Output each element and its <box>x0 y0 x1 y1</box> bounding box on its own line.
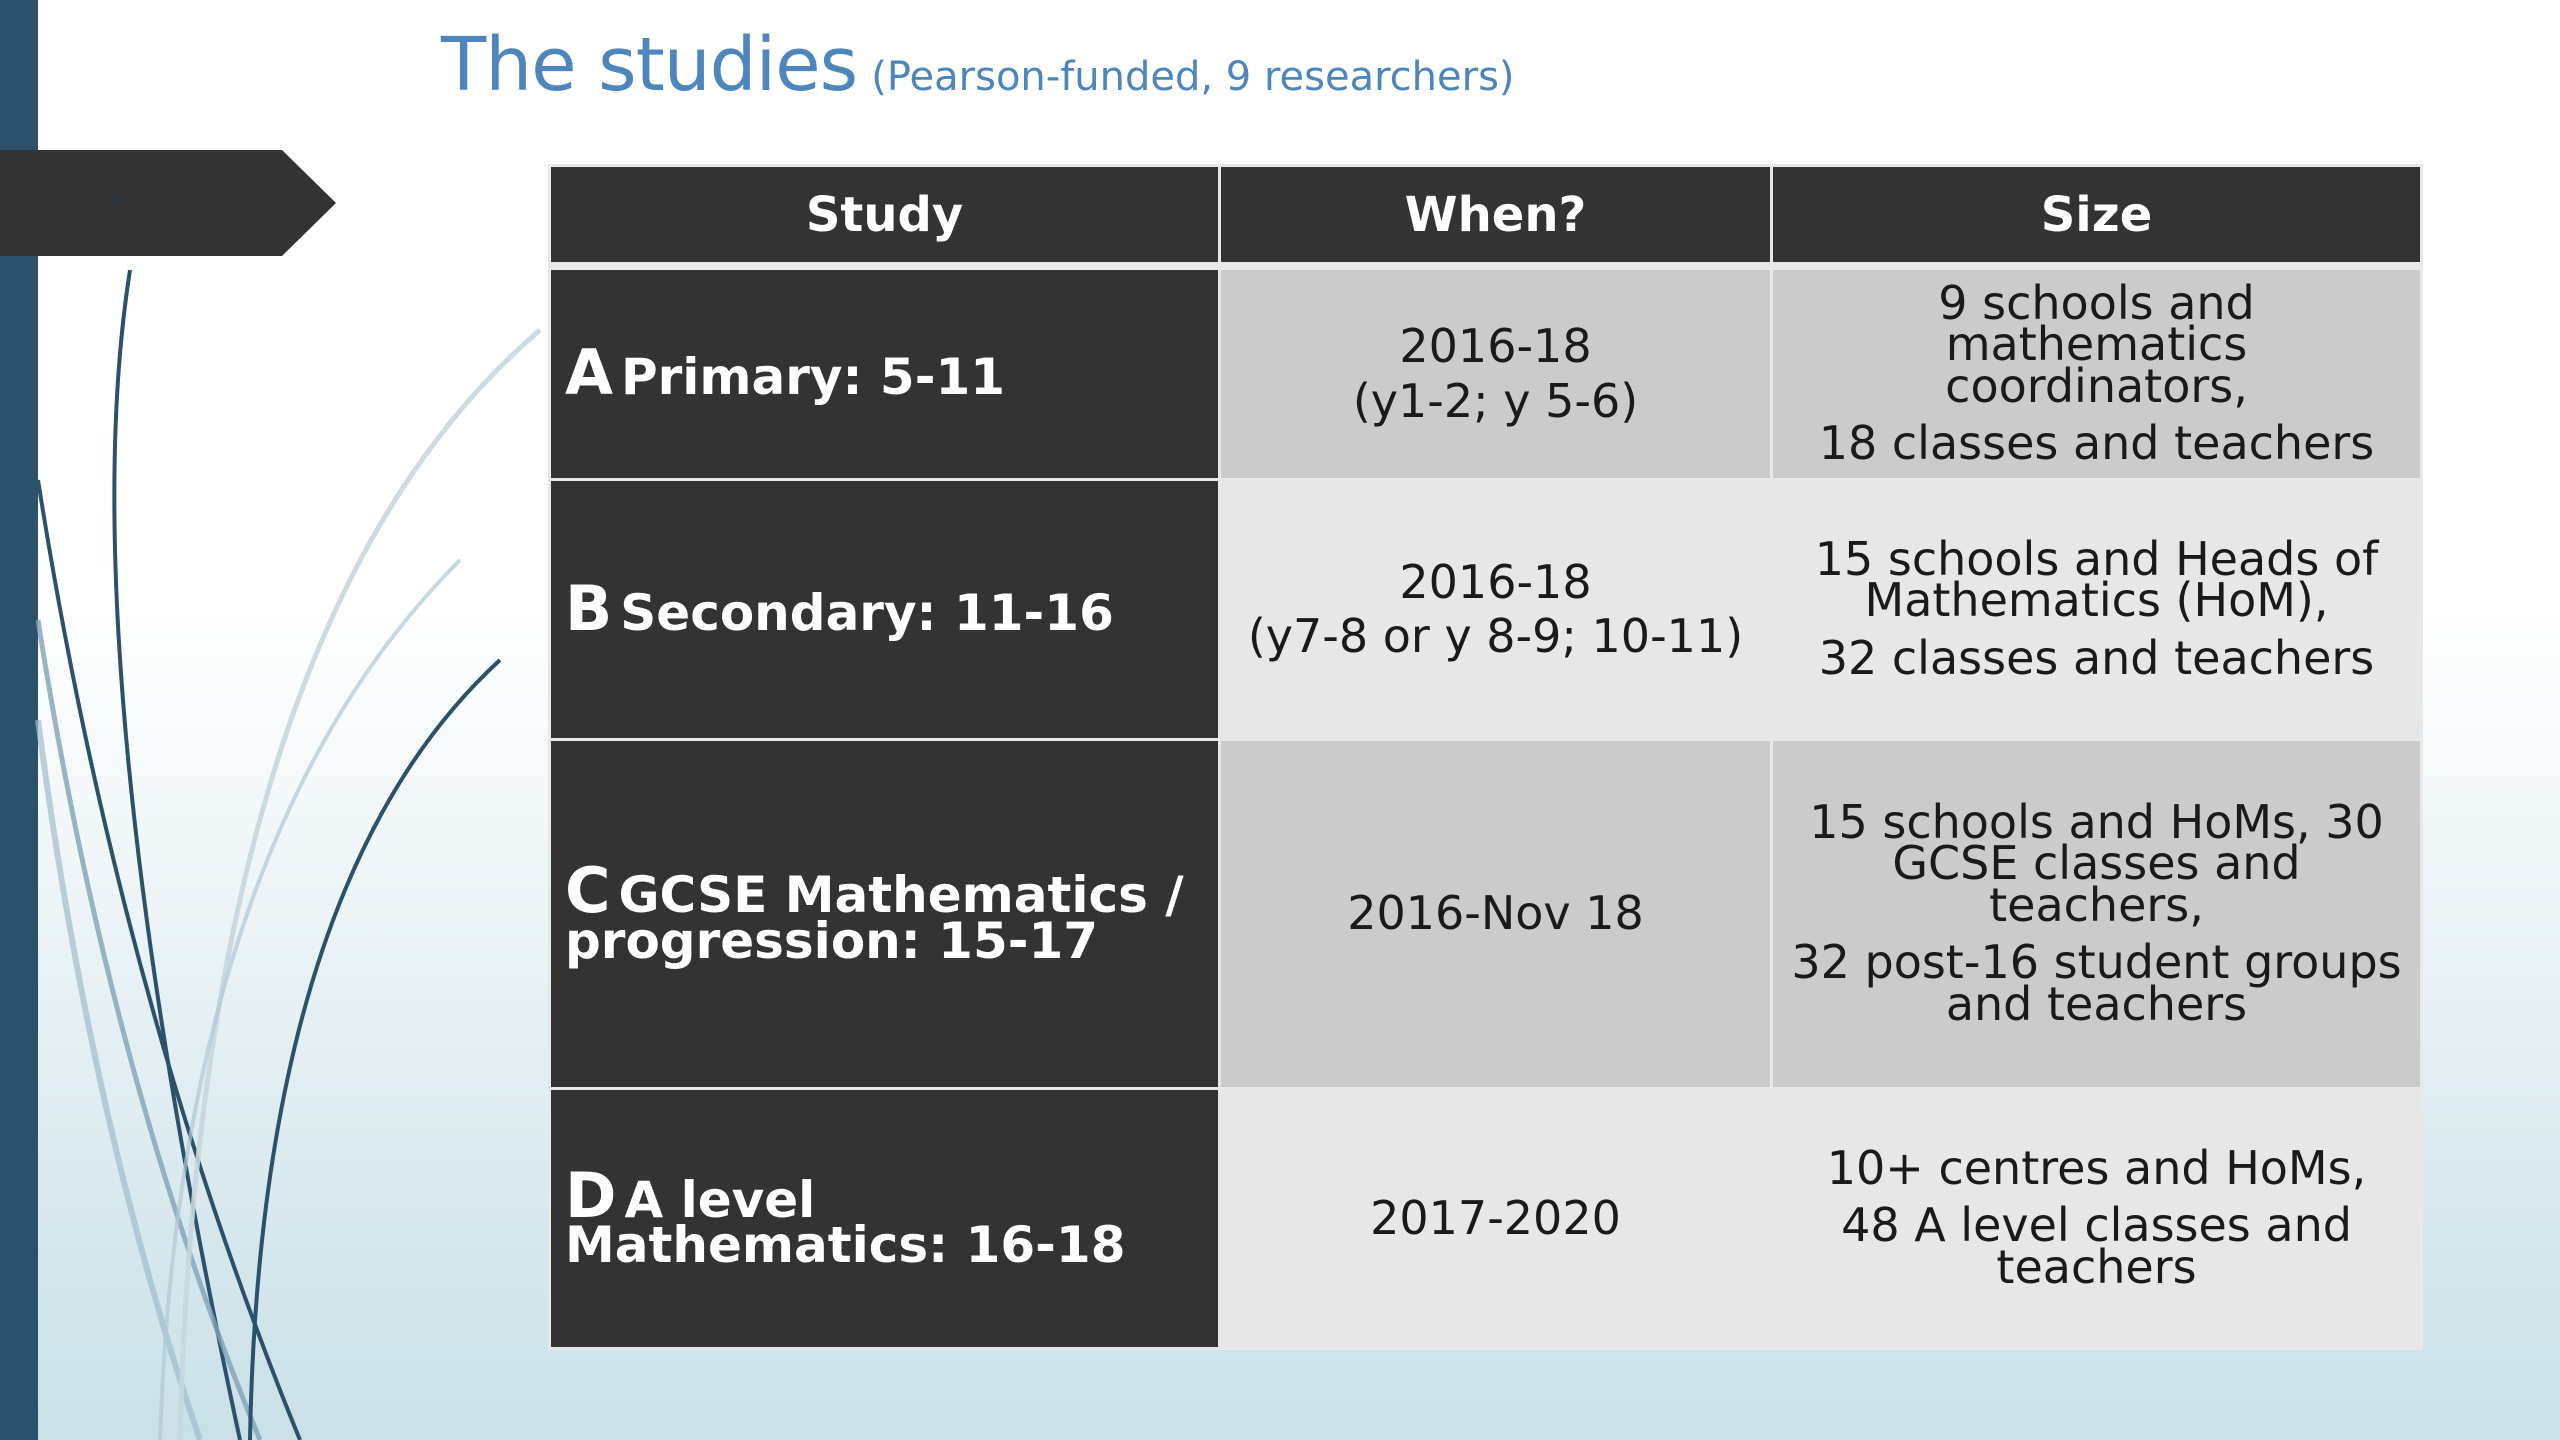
size-line: teachers, <box>1989 877 2204 932</box>
size-cell <box>1772 266 2422 479</box>
when-cell <box>1220 266 1772 479</box>
size-line: GCSE classes and <box>1892 836 2301 891</box>
study-name: Primary: 5-11 <box>620 348 1006 407</box>
study-letter: B <box>565 571 613 645</box>
study-name: GCSE Mathematics / progression: 15-17 <box>565 866 1184 970</box>
study-letter: D <box>565 1158 617 1232</box>
when-cell <box>1220 739 1772 1088</box>
title-subtitle: (Pearson-funded, 9 researchers) <box>871 54 1515 100</box>
study-letter: A <box>565 336 613 410</box>
size-line: and teachers <box>1945 976 2248 1031</box>
when-cell <box>1220 1088 1772 1348</box>
table-row <box>550 266 2422 479</box>
size-cell <box>1772 479 2422 739</box>
when-line: 2017-2020 <box>1370 1190 1621 1245</box>
size-line: 48 A level classes and <box>1841 1198 2352 1253</box>
size-line: 32 classes and teachers <box>1818 630 2375 685</box>
table-row <box>550 479 2422 739</box>
table-header-row <box>550 166 2422 267</box>
size-line: 15 schools and HoMs, 30 <box>1809 795 2384 850</box>
title-main: The studies <box>441 22 858 108</box>
table-row <box>550 739 2422 1088</box>
size-line: 15 schools and Heads of <box>1814 531 2379 586</box>
header-study: Study <box>550 166 1220 267</box>
slide-title <box>441 22 1515 108</box>
study-cell <box>550 479 1220 739</box>
header-when: When? <box>1220 166 1772 267</box>
when-line: (y7-8 or y 8-9; 10-11) <box>1247 609 1744 663</box>
size-line: 18 classes and teachers <box>1818 416 2375 471</box>
when-line: 2016-18 <box>1399 554 1592 609</box>
study-cell <box>550 266 1220 479</box>
size-line: 9 schools and <box>1938 275 2255 330</box>
slide-number-tab <box>0 150 336 256</box>
size-cell <box>1772 739 2422 1088</box>
study-letter: C <box>565 854 611 928</box>
study-cell <box>550 739 1220 1088</box>
size-line: mathematics <box>1945 317 2248 372</box>
study-name: A level Mathematics: 16-18 <box>565 1170 1126 1275</box>
size-line: Mathematics (HoM), <box>1864 573 2329 628</box>
studies-table <box>548 164 2423 1350</box>
size-cell <box>1772 1088 2422 1348</box>
when-line: 2016-Nov 18 <box>1347 886 1644 941</box>
study-cell <box>550 1088 1220 1348</box>
size-line: coordinators, <box>1945 358 2248 413</box>
size-line: 32 post-16 student groups <box>1791 935 2402 990</box>
size-line: 10+ centres and HoMs, <box>1826 1140 2367 1195</box>
when-cell <box>1220 479 1772 739</box>
when-line: (y1-2; y 5-6) <box>1352 373 1639 428</box>
study-name: Secondary: 11-16 <box>620 583 1114 642</box>
size-line: teachers <box>1996 1239 2197 1294</box>
header-size: Size <box>1772 166 2422 267</box>
table-row <box>550 1088 2422 1348</box>
slide-number: 3 <box>109 188 121 209</box>
when-line: 2016-18 <box>1399 319 1592 374</box>
